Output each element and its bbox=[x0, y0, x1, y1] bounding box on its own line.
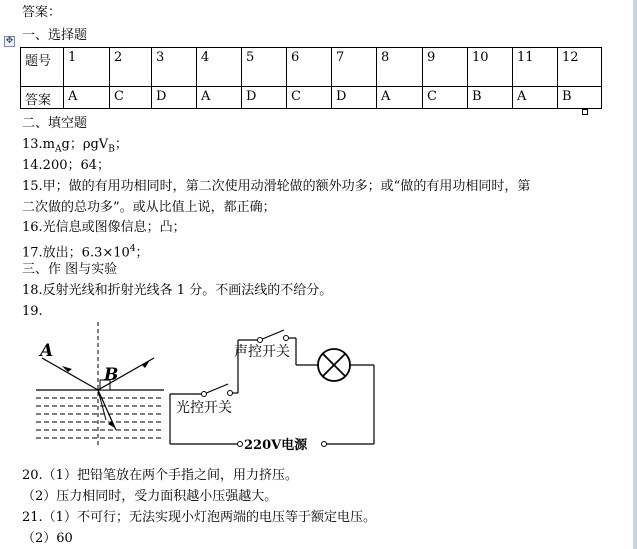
table-cell: 4 bbox=[197, 48, 242, 87]
answer-17 bbox=[22, 240, 149, 262]
light-switch-label: 光控开关 bbox=[176, 400, 232, 416]
row-label-number: 题号 bbox=[21, 48, 64, 87]
switch-contact bbox=[228, 391, 233, 396]
answer-20-part-2: （2）压力相同时，受力面积越小压强越大。 bbox=[22, 489, 278, 504]
answers-heading: 答案： bbox=[22, 5, 62, 20]
answer-19-diagram bbox=[28, 320, 388, 455]
answer-18: 18.反射光线和折射光线各 1 分。不画法线的不给分。 bbox=[22, 283, 333, 298]
incident-ray bbox=[42, 358, 98, 390]
table-cell: 5 bbox=[242, 48, 287, 87]
table-cell: 2 bbox=[110, 48, 152, 87]
answer-13-sub-b: B bbox=[108, 144, 115, 155]
table-cell: 10 bbox=[468, 48, 513, 87]
table-cell: 1 bbox=[64, 48, 110, 87]
section-drawing-experiment-heading: 三、作 图与实验 bbox=[22, 262, 118, 277]
switch-contact bbox=[258, 338, 263, 343]
table-cell: 6 bbox=[287, 48, 332, 87]
table-cell: 12 bbox=[558, 48, 602, 87]
table-resize-handle[interactable] bbox=[582, 109, 588, 115]
answer-table[interactable] bbox=[20, 47, 602, 109]
table-cell: C bbox=[423, 87, 468, 109]
table-cell: B bbox=[468, 87, 513, 109]
answer-15-line-2: 二次做的总功多”。或从比值上说，都正确； bbox=[22, 200, 276, 215]
table-cell: 11 bbox=[513, 48, 558, 87]
label-a: A bbox=[40, 341, 54, 361]
answer-13-prefix: 13.m bbox=[22, 137, 56, 152]
answer-13-sub-a: A bbox=[55, 144, 62, 155]
answer-17-exponent: 4 bbox=[129, 244, 136, 254]
label-b: B bbox=[104, 365, 119, 385]
table-move-handle-icon[interactable]: ✥ bbox=[5, 36, 14, 46]
table-cell: A bbox=[377, 87, 423, 109]
page-edge bbox=[633, 0, 637, 549]
table-cell: D bbox=[242, 87, 287, 109]
row-label-answer: 答案 bbox=[21, 87, 64, 109]
table-cell: D bbox=[152, 87, 197, 109]
table-row-question-numbers bbox=[21, 48, 602, 87]
table-cell: 7 bbox=[332, 48, 377, 87]
power-terminal bbox=[322, 442, 327, 447]
sound-switch-label: 声控开关 bbox=[234, 344, 290, 360]
answer-13-mid: g；ρgV bbox=[61, 137, 109, 152]
switch-contact bbox=[284, 336, 289, 341]
answer-19-label: 19. bbox=[22, 304, 43, 319]
table-cell: 3 bbox=[152, 48, 197, 87]
refracted-ray bbox=[98, 390, 116, 430]
table-cell: A bbox=[64, 87, 110, 109]
answer-21-part-2: （2）60 bbox=[22, 531, 73, 546]
table-cell: D bbox=[332, 87, 377, 109]
answer-14: 14.200；64； bbox=[22, 158, 111, 173]
answer-16: 16.光信息或图像信息；凸； bbox=[22, 220, 186, 235]
answer-13-suffix: ； bbox=[114, 137, 128, 152]
power-source-label: 220V电源 bbox=[244, 438, 308, 453]
answer-20-part-1: 20.（1）把铅笔放在两个手指之间，用力挤压。 bbox=[22, 468, 298, 483]
answer-17-suffix: ； bbox=[135, 245, 149, 261]
table-cell: A bbox=[513, 87, 558, 109]
incident-arrow-icon bbox=[62, 366, 72, 372]
section-multiple-choice-heading: 一、选择题 bbox=[22, 28, 88, 43]
answer-15-line-1: 15.甲；做的有用功相同时，第二次使用动滑轮做的额外功多；或“做的有用功相同时，第 bbox=[22, 179, 531, 194]
section-fill-blank-heading: 二、填空题 bbox=[22, 116, 88, 131]
table-cell: B bbox=[558, 87, 602, 109]
answer-21-part-1: 21.（1）不可行；无法实现小灯泡两端的电压等于额定电压。 bbox=[22, 510, 376, 525]
power-terminal bbox=[238, 442, 243, 447]
table-row-answers bbox=[21, 87, 602, 109]
table-cell: C bbox=[110, 87, 152, 109]
table-cell: 8 bbox=[377, 48, 423, 87]
table-cell: A bbox=[197, 87, 242, 109]
answer-17-text: 17.放出；6.3×10 bbox=[22, 245, 130, 261]
lamp-icon bbox=[318, 349, 350, 381]
table-cell: C bbox=[287, 87, 332, 109]
switch-contact bbox=[202, 392, 207, 397]
answer-13 bbox=[22, 136, 128, 159]
table-cell: 9 bbox=[423, 48, 468, 87]
